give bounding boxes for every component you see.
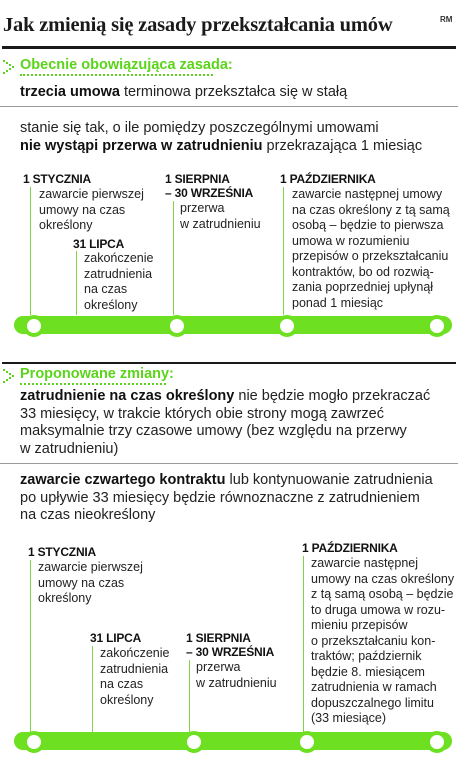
desc-line: umowa w rozumieniu bbox=[292, 233, 410, 248]
desc-line: zawarcie pierwszej bbox=[38, 560, 143, 574]
desc-line: umowy na czas bbox=[38, 575, 125, 590]
desc-line: określony bbox=[38, 591, 92, 605]
desc-line: umowy na czas określony bbox=[311, 571, 455, 586]
desc-line: zania poprzedniej upłynął bbox=[292, 280, 434, 294]
milestone-desc bbox=[38, 560, 143, 607]
date-line: 1 SIERPNIA bbox=[165, 172, 230, 186]
milestone-date: 1 STYCZNIA bbox=[23, 172, 92, 186]
section-rule bbox=[2, 362, 456, 364]
desc-line: na czas bbox=[84, 282, 128, 296]
milestone-desc bbox=[100, 646, 170, 708]
desc-line: o przekształcaniu kon- bbox=[311, 633, 436, 648]
text-fragment: lub kontynuowanie zatrudnienia bbox=[225, 472, 433, 488]
timeline-marker bbox=[23, 315, 45, 337]
milestone-desc bbox=[39, 187, 144, 234]
section-heading-label: Obecnie obowiązująca zasada: bbox=[20, 57, 233, 73]
desc-line: określony bbox=[84, 297, 138, 312]
milestone-line bbox=[30, 560, 31, 732]
milestone-desc bbox=[292, 187, 450, 311]
desc-line: umowy na czas bbox=[39, 202, 126, 217]
milestone-date bbox=[186, 631, 274, 659]
date-line: 1 SIERPNIA bbox=[186, 631, 251, 645]
timeline-bar bbox=[14, 316, 452, 334]
bold-phrase: trzecia umowa bbox=[20, 84, 120, 100]
desc-line: mieniu przepisów bbox=[311, 618, 408, 632]
divider bbox=[0, 106, 458, 107]
current-rule-text bbox=[20, 84, 347, 102]
milestone-line bbox=[303, 556, 304, 732]
desc-line: z tą samą osobą – będzie bbox=[311, 587, 454, 601]
milestone-date: 1 PAŹDZIERNIKA bbox=[302, 541, 398, 555]
proposed-fourth-contract-text bbox=[20, 472, 433, 525]
timeline-marker bbox=[426, 731, 448, 753]
section-heading-proposed bbox=[3, 366, 174, 386]
proposed-limit-text bbox=[20, 388, 430, 458]
desc-line: dopuszczalnego limitu bbox=[311, 695, 434, 710]
desc-line: zatrudnienia bbox=[100, 661, 169, 676]
milestone-desc bbox=[180, 201, 261, 232]
desc-line: na czas bbox=[100, 677, 144, 691]
desc-line: przerwa bbox=[196, 660, 241, 674]
milestone-desc bbox=[84, 251, 154, 313]
milestone-line bbox=[30, 187, 31, 315]
section-heading-current bbox=[3, 57, 233, 77]
date-line: – 30 WRZEŚNIA bbox=[165, 186, 254, 200]
milestone-line bbox=[92, 646, 93, 732]
divider bbox=[0, 463, 458, 464]
desc-line: (33 miesiące) bbox=[311, 711, 387, 725]
milestone-line bbox=[189, 660, 190, 732]
date-line: – 30 WRZEŚNIA bbox=[186, 645, 275, 659]
bold-phrase: zawarcie czwartego kontraktu bbox=[20, 472, 226, 488]
text-fragment: terminowa przekształca się w stałą bbox=[119, 84, 348, 100]
bold-phrase: nie wystąpi przerwa w zatrudnieniu bbox=[20, 137, 263, 154]
desc-line: przepisów o przekształcaniu bbox=[292, 249, 449, 263]
page-title: Jak zmienią się zasady przekształcania umów bbox=[3, 14, 393, 36]
milestone-date: 1 PAŹDZIERNIKA bbox=[280, 172, 376, 186]
milestone-date bbox=[165, 172, 253, 200]
milestone-date: 1 STYCZNIA bbox=[28, 545, 97, 559]
arrow-icon bbox=[3, 59, 17, 75]
timeline-marker bbox=[276, 315, 298, 337]
desc-line: zawarcie następnej umowy bbox=[292, 187, 443, 201]
section-heading-label: Proponowane zmiany: bbox=[20, 366, 174, 382]
text-line: maksymalnie trzy czasowe umowy (bez względu na przerwy bbox=[20, 423, 407, 440]
desc-line: określony bbox=[100, 692, 154, 707]
milestone-line bbox=[283, 187, 284, 315]
timeline-marker bbox=[166, 315, 188, 337]
milestone-line bbox=[173, 201, 174, 315]
title-rule bbox=[2, 46, 456, 49]
timeline-marker bbox=[23, 731, 45, 753]
timeline-bar bbox=[14, 732, 452, 750]
desc-line: traktów; październik bbox=[311, 649, 422, 663]
desc-line: w zatrudnieniu bbox=[180, 216, 261, 231]
desc-line: zakończenie bbox=[100, 646, 170, 660]
timeline-current bbox=[0, 165, 458, 350]
text-line: po upływie 33 miesięcy będzie równoznaczne z zatrudnieniem bbox=[20, 489, 420, 506]
timeline-marker bbox=[296, 731, 318, 753]
desc-line: kontraktów, bo od rozwią- bbox=[292, 264, 434, 279]
text-fragment: przekrazająca 1 miesiąc bbox=[262, 137, 423, 154]
desc-line: w zatrudnieniu bbox=[196, 675, 277, 690]
milestone-desc bbox=[311, 556, 454, 727]
dotted-underline bbox=[20, 74, 213, 76]
desc-line: ponad 1 miesiąc bbox=[292, 295, 384, 310]
current-condition-text bbox=[20, 120, 422, 155]
milestone-desc bbox=[196, 660, 277, 691]
author-credit: RM bbox=[440, 15, 453, 24]
timeline-proposed bbox=[0, 535, 458, 760]
dotted-underline bbox=[20, 383, 166, 385]
desc-line: zakończenie bbox=[84, 251, 154, 265]
arrow-icon bbox=[3, 368, 17, 384]
milestone-date: 31 LIPCA bbox=[73, 237, 125, 251]
desc-line: zatrudnienia bbox=[84, 266, 153, 281]
desc-line: to druga umowa w rozu- bbox=[311, 602, 446, 617]
desc-line: zatrudnienia w ramach bbox=[311, 680, 437, 694]
text-line: w zatrudnieniu) bbox=[20, 440, 119, 457]
desc-line: osobą – będzie to pierwsza bbox=[292, 218, 444, 232]
milestone-date: 31 LIPCA bbox=[90, 631, 142, 645]
desc-line: przerwa bbox=[180, 201, 225, 215]
text-line: 33 miesięcy, w trakcie których obie strony mogą zawrzeć bbox=[20, 405, 384, 422]
text-line: na czas nieokreślony bbox=[20, 507, 156, 524]
desc-line: na czas określony z tą samą bbox=[292, 202, 450, 217]
text-fragment: nie będzie mogło przekraczać bbox=[234, 388, 431, 404]
text-line: stanie się tak, o ile pomiędzy poszczególnymi umowami bbox=[20, 120, 379, 136]
bold-phrase: zatrudnienie na czas określony bbox=[20, 388, 235, 404]
timeline-marker bbox=[183, 731, 205, 753]
desc-line: zawarcie pierwszej bbox=[39, 187, 144, 201]
desc-line: będzie 8. miesiącem bbox=[311, 664, 425, 679]
timeline-marker bbox=[426, 315, 448, 337]
milestone-line bbox=[76, 251, 77, 315]
desc-line: określony bbox=[39, 218, 93, 232]
desc-line: zawarcie następnej bbox=[311, 556, 419, 570]
